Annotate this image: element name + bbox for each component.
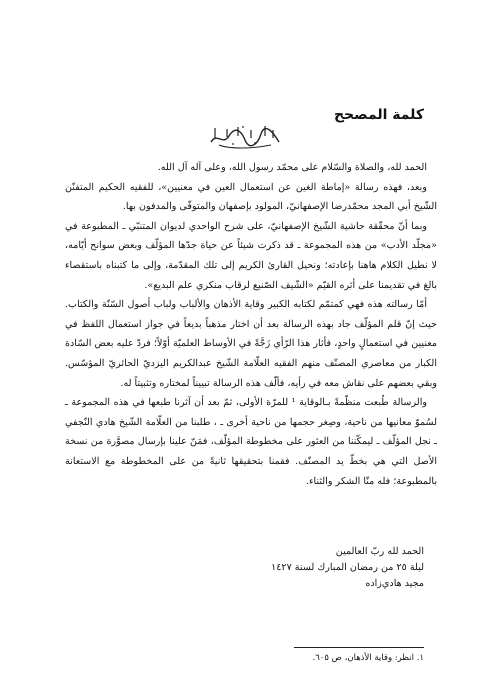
footnote-divider (294, 647, 424, 648)
paragraph-biography: وبما أنّ محقّقة حاشية الشّيخ الإصفهانيّ، على شرح الواحدي لديوان المتنبّي ـ المطبوعة في «مجلّد الأدب» من هذه المجموعة ـ قد ذكرت شيئاً عن حياة جدّها المؤلّف وبعض سوانح أيّامه، لا نطيل الكلام هاهنا بإعادته؛ ونحيل القارئ الكريم إلى تلك المقدّمة، وإلى ما كتبناه باستقصاء بالغ في تقديمنا على أثره القيّم «الشّيف الصّنيع لرقاب منكري علم البديع». (65, 220, 437, 291)
body-text (65, 158, 437, 491)
paragraph-edition: والرسالة طُبعت منظّمةً بـالوقاية ¹ للمرّة الأولى، ثمّ بعد أن آثرنا طبعها في هذه المجموعة ـ لسُموّ معانيها من ناحية، وصِغر حجمها من ناحية أخرى ـ ، طلبنا من العلّامة الشّيخ هادي النّجفي ـ نجل المؤلّف ـ ليمكّننا من العثور على مخطوطة المؤلّف، فمَنّ علينا بإرسال مصوَّرة من نسخة الأصل التي هي بخطّ يد المصنّف. فقمنا بتحقيقها ثانيةً من على المخطوطة مع الاستعانة بالمطبوعة؛ فله منّا الشكر والثناء. (65, 397, 437, 487)
closing-date: ليلة ٢٥ من رمضان المبارك لسنة ١٤٢٧ (271, 562, 424, 573)
closing-signature: مجيد هادي‌زاده (365, 578, 424, 589)
page-title: كلمة المصحح (333, 107, 424, 123)
paragraph-praise: الحمد لله، والصلاة والسّلام على محمّد رسول الله، وعلى آله آل الله. (157, 162, 427, 173)
closing-block (184, 544, 424, 592)
closing-praise: الحمد لله ربّ العالمين (335, 546, 424, 557)
footnote: ١. انظر: وقاية الأذهان، ص ٦٠٥. (312, 653, 424, 663)
paragraph-treatise: أمّا رسالته هذه فهي كمتمّم لكتابه الكبير وقاية الأذهان والألباب ولباب أصول السّنّة والكتاب. حيث إنّ قلم المؤلّف جاد بهذه الرسالة بعد أن اختار مذهباً بديعاً في جواز استعمال اللفظ في معنيين في استعمالٍ واحدٍ، فأثار هذا الرّأي زَجَّةً في الأوساط العلميّة أوّلاً؛ فردّ عليه بعض السّادة الكبار من معاصري المصنّف منهم الفقيه العلّامة الشّيخ عبدالكريم اليزديّ الحائريّ المؤسّس. وبقي بعضهم على نقاش معه في رأيه، فألّف هذه الرسالة تبييناً لمختاره وتثبيتاً له. (65, 299, 437, 389)
paragraph-intro: وبعد، فهذه رسالة «إماطة الغين عن استعمال العين في معنيين»، للفقيه الحكيم المتفنّن الشّيخ أبي المجد محمّدرضا الإصفهانيّ، المولود بإصفهان والمتوفّى والمدفون بها. (65, 181, 437, 213)
basmala-calligraphy (207, 124, 283, 150)
